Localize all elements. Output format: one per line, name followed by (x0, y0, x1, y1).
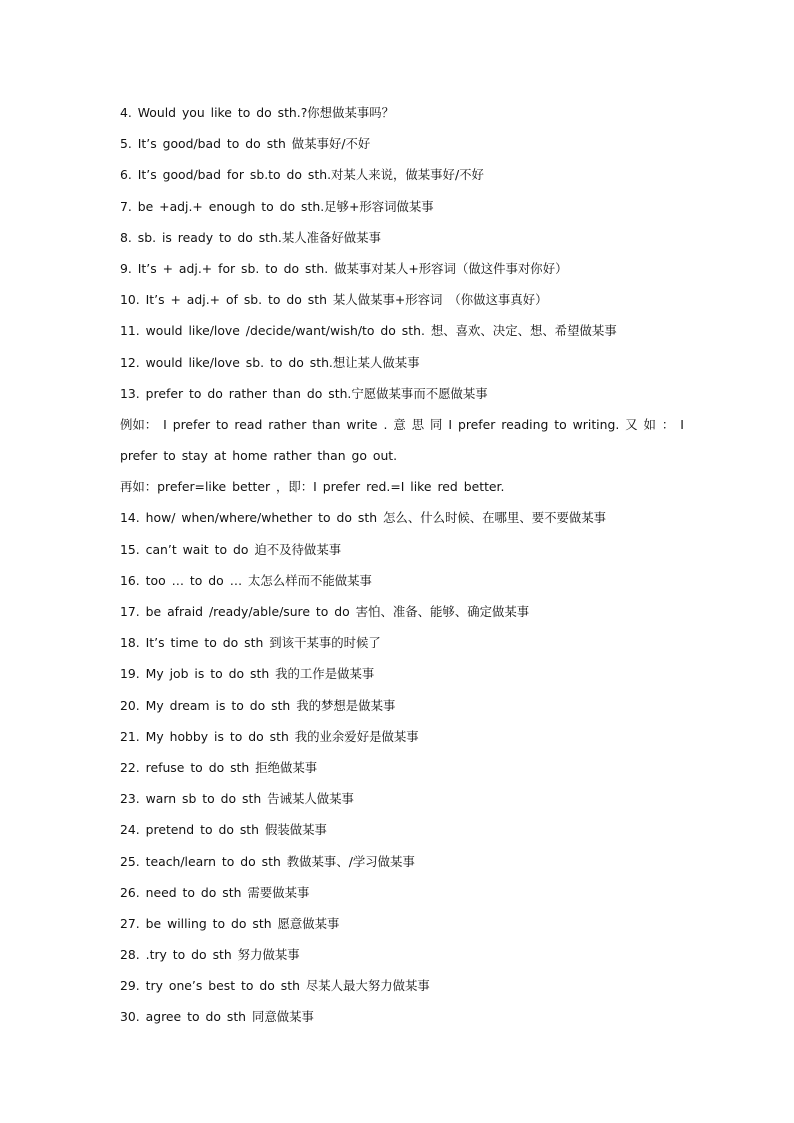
phrase-text: 12. would like/love sb. to do sth.想让某人做某事 (120, 354, 420, 370)
phrase-text: 27. be willing to do sth 愿意做某事 (120, 915, 340, 931)
phrase-text: 13. prefer to do rather than do sth.宁愿做某事而不愿做某事 (120, 385, 488, 401)
phrase-text: 11. would like/love /decide/want/wish/to do sth. 想、喜欢、决定、想、希望做某事 (120, 323, 617, 339)
phrase-text: 14. how/ when/where/whether to do sth 怎么、什么时候、在哪里、要不要做某事 (120, 510, 607, 526)
example-text: prefer to stay at home rather than go out. (120, 448, 398, 464)
phrase-line-13 (0, 382, 794, 413)
phrase-line-28 (0, 943, 794, 974)
phrase-text: 7. be +adj.+ enough to do sth.足够+形容词做某事 (120, 198, 434, 214)
second-example-line (0, 475, 794, 506)
example-text: 例如： I prefer to read rather than write . 意 思 同 I prefer reading to writing. 又 如 ： I (120, 416, 684, 432)
phrase-line-7 (0, 195, 794, 226)
phrase-text: 21. My hobby is to do sth 我的业余爱好是做某事 (120, 728, 419, 744)
phrase-line-30 (0, 1005, 794, 1036)
phrase-line-18 (0, 631, 794, 662)
phrase-line-15 (0, 538, 794, 569)
phrase-line-26 (0, 881, 794, 912)
phrase-line-11 (0, 319, 794, 350)
phrase-line-22 (0, 756, 794, 787)
phrase-line-24 (0, 818, 794, 849)
phrase-text: 10. It’s + adj.+ of sb. to do sth 某人做某事+形容词 （你做这事真好） (120, 292, 548, 308)
phrase-line-14 (0, 506, 794, 537)
phrase-line-6 (0, 163, 794, 194)
phrase-text: 22. refuse to do sth 拒绝做某事 (120, 759, 318, 775)
phrase-text: 25. teach/learn to do sth 教做某事、/学习做某事 (120, 853, 415, 869)
phrase-text: 28. .try to do sth 努力做某事 (120, 947, 300, 963)
phrase-line-20 (0, 694, 794, 725)
phrase-text: 8. sb. is ready to do sth.某人准备好做某事 (120, 229, 381, 245)
phrase-line-10 (0, 288, 794, 319)
phrase-text: 5. It’s good/bad to do sth 做某事好/不好 (120, 136, 371, 152)
phrase-text: 18. It’s time to do sth 到该干某事的时候了 (120, 635, 381, 651)
phrase-text: 16. too … to do … 太怎么样而不能做某事 (120, 572, 372, 588)
example-continuation-line (0, 444, 794, 475)
phrase-line-17 (0, 600, 794, 631)
phrase-line-5 (0, 132, 794, 163)
example-line (0, 413, 794, 444)
phrase-text: 23. warn sb to do sth 告诫某人做某事 (120, 791, 354, 807)
phrase-line-4 (0, 101, 794, 132)
phrase-text: 24. pretend to do sth 假装做某事 (120, 822, 327, 838)
phrase-text: 15. can’t wait to do 迫不及待做某事 (120, 541, 342, 557)
phrase-text: 4. Would you like to do sth.?你想做某事吗？ (120, 105, 395, 120)
phrase-line-8 (0, 226, 794, 257)
phrase-line-16 (0, 569, 794, 600)
phrase-text: 9. It’s + adj.+ for sb. to do sth. 做某事对某人+形容词（做这件事对你好） (120, 260, 568, 276)
phrase-line-19 (0, 662, 794, 693)
phrase-line-23 (0, 787, 794, 818)
phrase-line-9 (0, 257, 794, 288)
phrase-text: 29. try one’s best to do sth 尽某人最大努力做某事 (120, 978, 430, 994)
phrase-text: 17. be afraid /ready/able/sure to do 害怕、准备、能够、确定做某事 (120, 604, 530, 619)
phrase-text: 30. agree to do sth 同意做某事 (120, 1009, 314, 1025)
phrase-list (0, 101, 794, 1037)
phrase-text: 6. It’s good/bad for sb.to do sth.对某人来说，做某事好/不好 (120, 167, 484, 183)
example-text: 再如：prefer=like better ，即：I prefer red.=I like red better. (120, 479, 505, 495)
phrase-line-29 (0, 974, 794, 1005)
phrase-text: 20. My dream is to do sth 我的梦想是做某事 (120, 697, 396, 713)
phrase-line-21 (0, 725, 794, 756)
phrase-line-12 (0, 351, 794, 382)
phrase-line-25 (0, 850, 794, 881)
phrase-line-27 (0, 912, 794, 943)
phrase-text: 19. My job is to do sth 我的工作是做某事 (120, 666, 375, 682)
phrase-text: 26. need to do sth 需要做某事 (120, 884, 310, 900)
